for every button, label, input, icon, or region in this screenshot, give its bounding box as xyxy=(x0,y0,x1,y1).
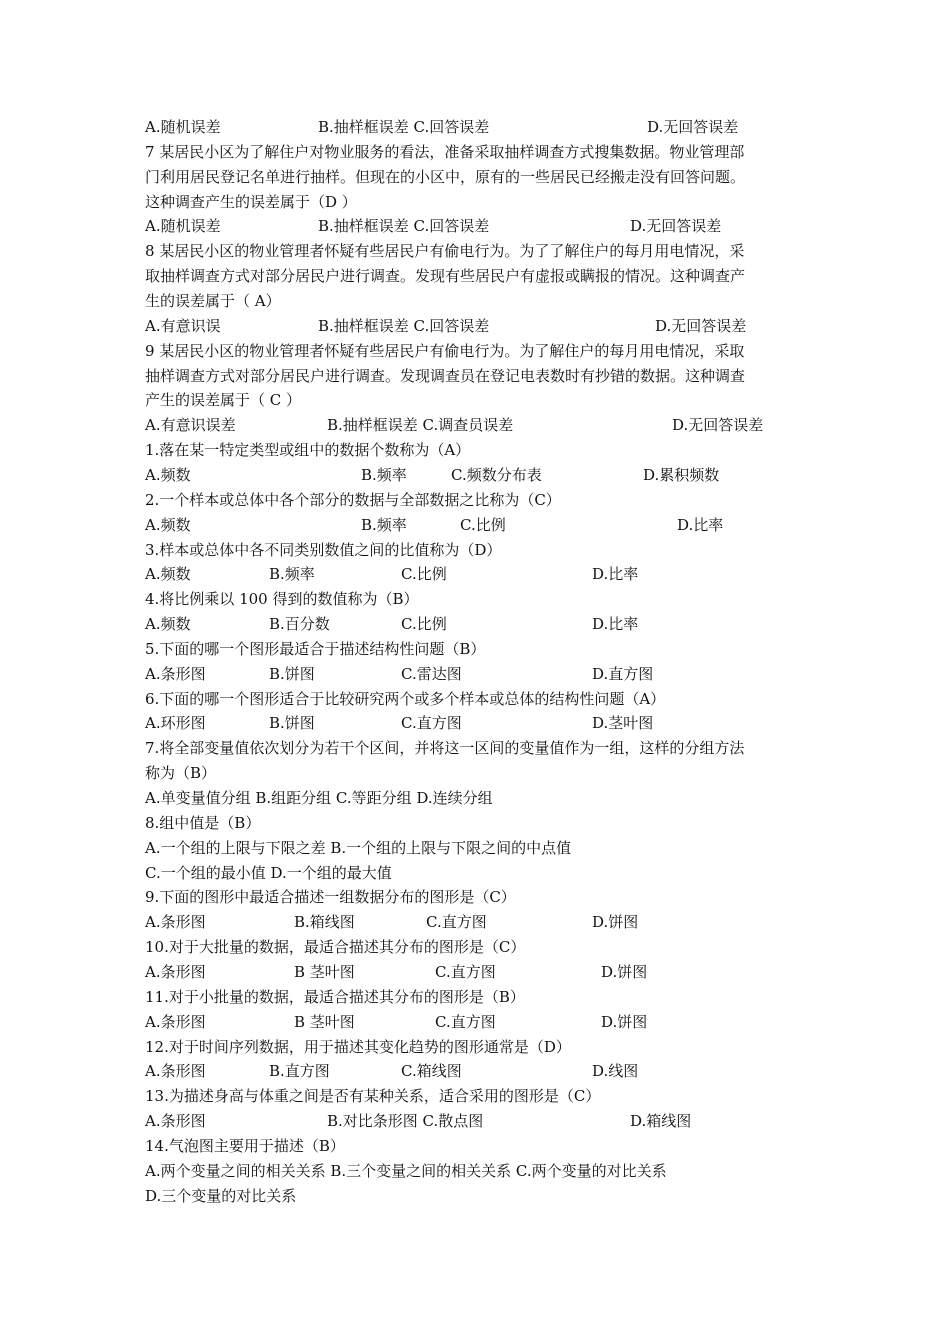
text-segment: 7 某居民小区为了解住户对物业服务的看法，准备采取抽样调查方式搜集数据。物业管理部 xyxy=(145,142,745,161)
text-segment: 8 某居民小区的物业管理者怀疑有些居民户有偷电行为。为了了解住户的每月用电情况，采 xyxy=(145,242,745,261)
text-segment: D.无回答误差 xyxy=(655,316,747,335)
text-segment: C.比例 xyxy=(401,615,447,633)
text-segment: D.无回答误差 xyxy=(647,118,739,136)
text-segment: C.直方图 xyxy=(435,1012,496,1031)
text-segment: A.两个变量之间的相关关系 B.三个变量之间的相关关系 C.两个变量的对比关系 xyxy=(145,1161,667,1180)
text-segment: D.比率 xyxy=(592,565,639,584)
text-segment: D.无回答误差 xyxy=(630,217,722,236)
text-segment: D.线图 xyxy=(592,1062,639,1081)
text-segment: B.频率 xyxy=(269,565,315,584)
text-segment: D.茎叶图 xyxy=(592,714,654,733)
text-segment: B.直方图 xyxy=(269,1062,330,1081)
text-segment: B.抽样框误差 C.调查员误差 xyxy=(327,416,514,435)
text-segment: D.比率 xyxy=(592,615,639,633)
text-segment: A.有意识误 xyxy=(145,316,221,335)
text-segment: 这种调查产生的误差属于（D ） xyxy=(145,192,357,211)
text-segment: A.条形图 xyxy=(145,1112,206,1130)
text-segment: A.单变量值分组 B.组距分组 C.等距分组 D.连续分组 xyxy=(145,789,493,807)
text-segment: C.直方图 xyxy=(426,913,487,932)
text-segment: D.饼图 xyxy=(601,962,648,981)
text-segment: C.箱线图 xyxy=(401,1062,462,1081)
text-segment: D.箱线图 xyxy=(630,1112,692,1130)
text-segment: B.百分数 xyxy=(269,615,330,633)
text-segment: 9.下面的图形中最适合描述一组数据分布的图形是（C） xyxy=(145,888,516,907)
text-segment: A.频数 xyxy=(145,615,191,633)
text-segment: 生的误差属于（ A） xyxy=(145,292,281,310)
text-segment: B.频率 xyxy=(361,465,407,484)
text-segment: A.条形图 xyxy=(145,1012,206,1031)
text-segment: 5.下面的哪一个图形最适合于描述结构性问题（B） xyxy=(145,639,486,658)
text-segment: 门利用居民登记名单进行抽样。但现在的小区中，原有的一些居民已经搬走没有回答问题。 xyxy=(145,167,746,186)
text-segment: 称为（B） xyxy=(145,764,217,783)
text-segment: C.比例 xyxy=(460,515,506,534)
text-segment: A.条形图 xyxy=(145,913,206,932)
text-segment: B 茎叶图 xyxy=(294,962,355,981)
text-segment: A.随机误差 xyxy=(145,118,221,136)
text-segment: 3.样本或总体中各不同类别数值之间的比值称为（D） xyxy=(145,540,502,559)
text-segment: A.条形图 xyxy=(145,1062,206,1081)
text-segment: D.比率 xyxy=(677,515,724,534)
text-segment: A.一个组的上限与下限之差 B.一个组的上限与下限之间的中点值 xyxy=(145,838,572,857)
text-segment: 7.将全部变量值依次划分为若干个区间，并将这一区间的变量值作为一组，这样的分组方法 xyxy=(145,739,745,758)
text-segment: D.三个变量的对比关系 xyxy=(145,1186,297,1205)
text-segment: A.条形图 xyxy=(145,664,206,683)
text-segment: B.饼图 xyxy=(269,664,315,683)
text-segment: 4.将比例乘以 100 得到的数值称为（B） xyxy=(145,590,419,609)
text-segment: D.饼图 xyxy=(601,1012,648,1031)
text-segment: 9 某居民小区的物业管理者怀疑有些居民户有偷电行为。为了解住户的每月用电情况，采取 xyxy=(145,341,745,360)
text-segment: D.累积频数 xyxy=(643,465,720,484)
text-segment: A.条形图 xyxy=(145,962,206,981)
text-segment: B.抽样框误差 C.回答误差 xyxy=(318,316,490,335)
text-segment: B.箱线图 xyxy=(294,913,355,932)
text-segment: 14.气泡图主要用于描述（B） xyxy=(145,1136,345,1155)
text-segment: C.直方图 xyxy=(435,962,496,981)
text-segment: 抽样调查方式对部分居民户进行调查。发现调查员在登记电表数时有抄错的数据。这种调查 xyxy=(145,366,746,385)
text-segment: D.直方图 xyxy=(592,664,654,683)
text-segment: A.频数 xyxy=(145,515,191,534)
text-segment: D.饼图 xyxy=(592,913,639,932)
text-segment: C.频数分布表 xyxy=(451,465,542,484)
text-segment: 8.组中值是（B） xyxy=(145,813,261,832)
text-segment: C.直方图 xyxy=(401,714,462,733)
text-segment: 2.一个样本或总体中各个部分的数据与全部数据之比称为（C） xyxy=(145,490,561,509)
text-segment: 6.下面的哪一个图形适合于比较研究两个或多个样本或总体的结构性问题（A） xyxy=(145,689,666,708)
text-segment: 12.对于时间序列数据，用于描述其变化趋势的图形通常是（D） xyxy=(145,1037,571,1056)
text-segment: B.抽样框误差 C.回答误差 xyxy=(318,217,490,236)
text-segment: B 茎叶图 xyxy=(294,1012,355,1031)
text-segment: A.频数 xyxy=(145,465,191,484)
text-segment: C.一个组的最小值 D.一个组的最大值 xyxy=(145,863,392,882)
text-segment: B.饼图 xyxy=(269,714,315,733)
text-segment: B.对比条形图 C.散点图 xyxy=(327,1112,484,1130)
text-segment: B.抽样框误差 C.回答误差 xyxy=(318,118,490,136)
text-segment: D.无回答误差 xyxy=(672,416,764,435)
text-segment: C.雷达图 xyxy=(401,664,462,683)
text-segment: 13.为描述身高与体重之间是否有某种关系，适合采用的图形是（C） xyxy=(145,1087,601,1106)
text-segment: 1.落在某一特定类型或组中的数据个数称为（A） xyxy=(145,441,471,460)
text-segment: A.随机误差 xyxy=(145,217,221,236)
text-segment: 11.对于小批量的数据，最适合描述其分布的图形是（B） xyxy=(145,987,525,1006)
text-segment: 10.对于大批量的数据，最适合描述其分布的图形是（C） xyxy=(145,938,526,957)
text-segment: A.频数 xyxy=(145,565,191,584)
text-segment: A.环形图 xyxy=(145,714,206,733)
text-segment: 取抽样调查方式对部分居民户进行调查。发现有些居民户有虚报或瞒报的情况。这种调查产 xyxy=(145,267,746,286)
text-segment: C.比例 xyxy=(401,565,447,584)
text-segment: B.频率 xyxy=(361,515,407,534)
text-segment: 产生的误差属于（ C ） xyxy=(145,391,302,410)
text-segment: A.有意识误差 xyxy=(145,416,236,435)
